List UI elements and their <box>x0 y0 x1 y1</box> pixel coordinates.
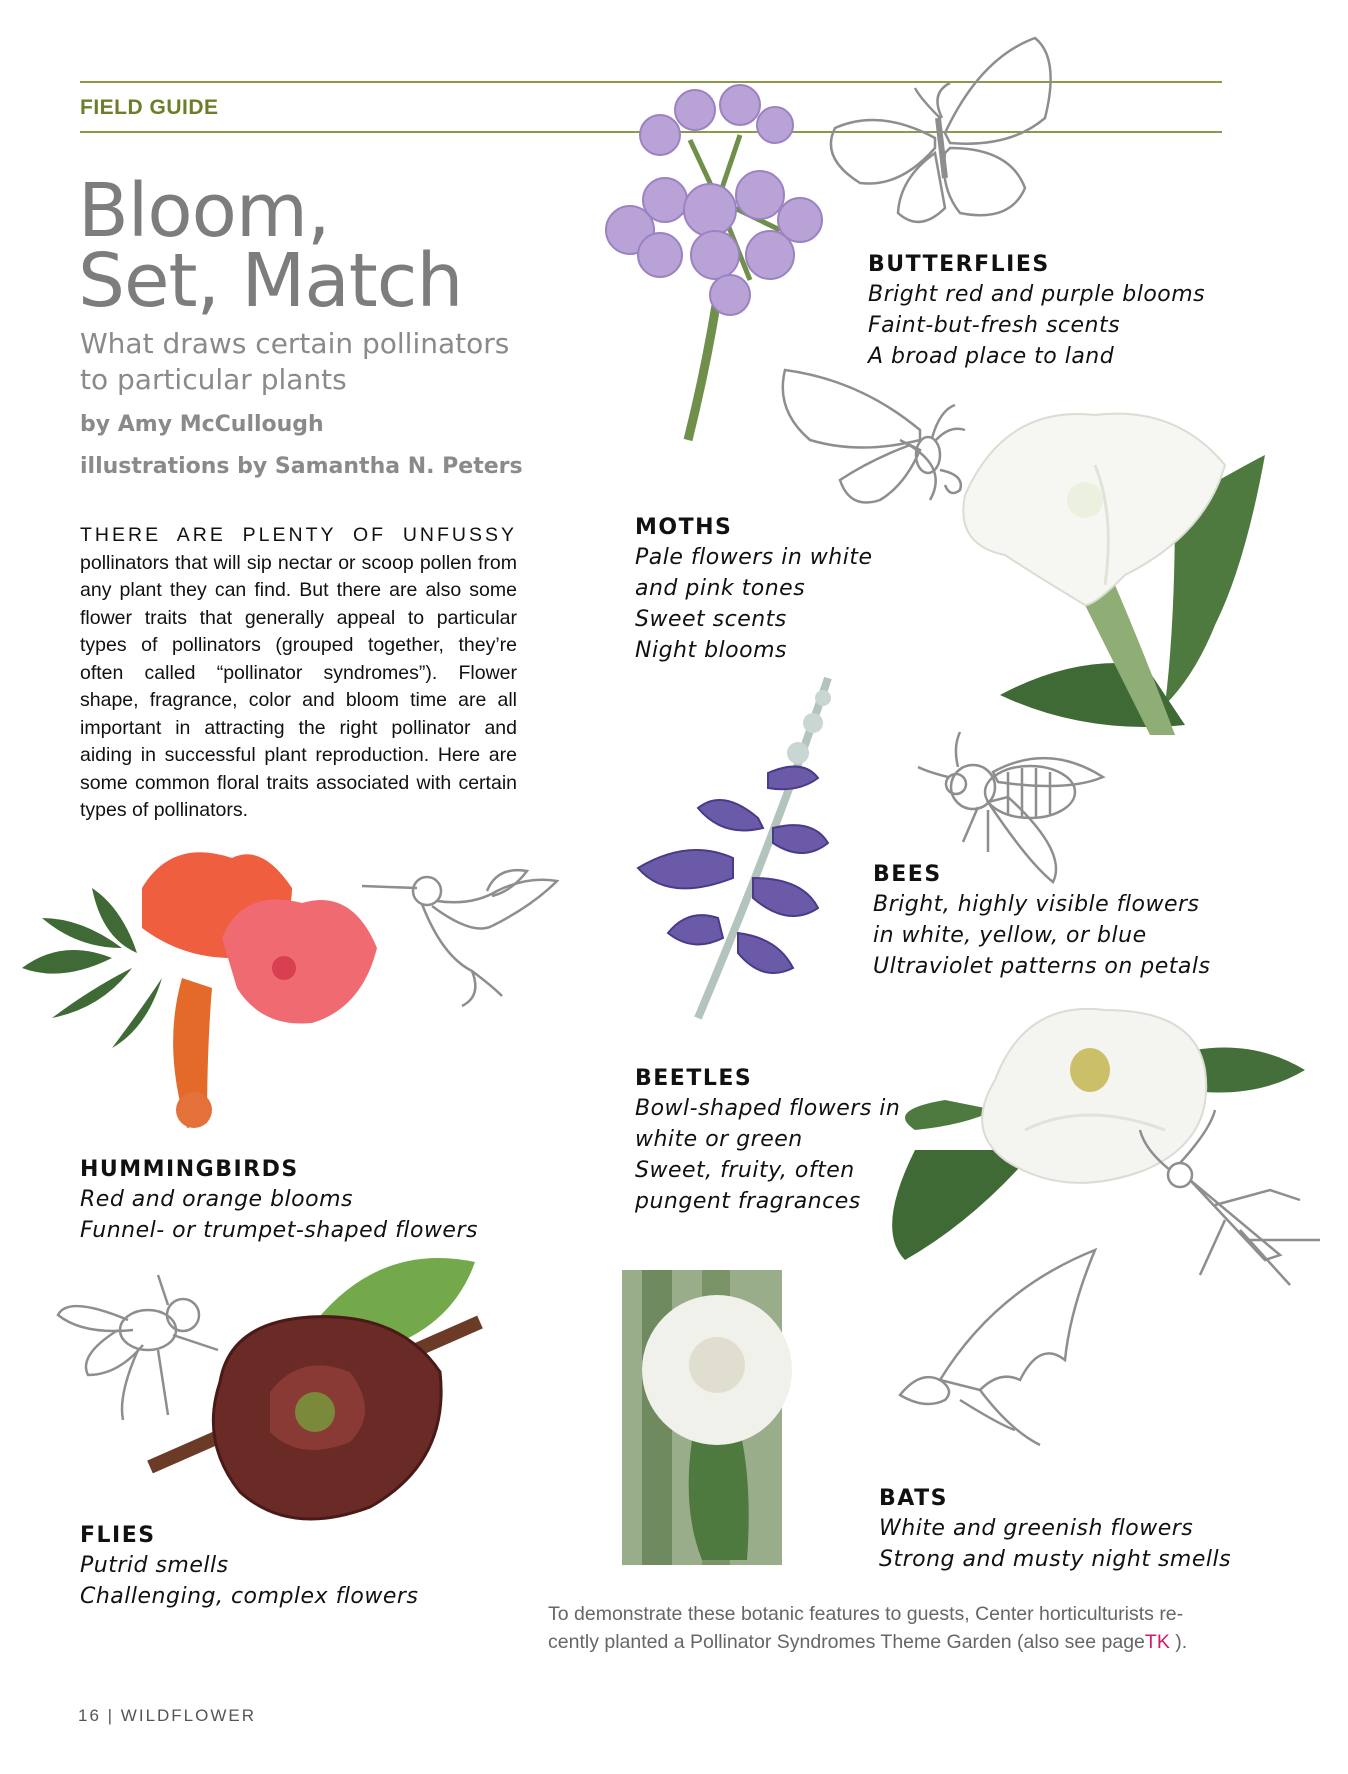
beetles-trait-2: white or green <box>635 1127 803 1152</box>
beetles-trait-3: Sweet, fruity, often <box>635 1158 855 1183</box>
moths-trait-1: Pale flowers in white <box>635 545 873 570</box>
bats-block <box>879 1486 1231 1575</box>
title-line-2: Set, Match <box>78 238 463 324</box>
beetles-heading: BEETLES <box>635 1066 753 1091</box>
caption-line-2-text: cently planted a Pollinator Syndromes Theme Garden (also see page <box>548 1631 1145 1653</box>
flies-trait-2: Challenging, complex flowers <box>80 1584 419 1609</box>
page-footer <box>78 1706 256 1726</box>
flies-block <box>80 1523 418 1612</box>
beetle-icon <box>1140 1110 1325 1285</box>
author-byline: by Amy McCullough <box>80 412 324 437</box>
trumpet-creeper-illustration <box>22 848 382 1138</box>
butterflies-trait-1: Bright red and purple blooms <box>868 282 1206 307</box>
caption-close: ). <box>1169 1631 1188 1653</box>
moths-trait-3: Sweet scents <box>635 607 787 632</box>
bees-trait-3: Ultraviolet patterns on petals <box>873 954 1211 979</box>
section-label: FIELD GUIDE <box>80 96 219 119</box>
caption-line-1: To demonstrate these botanic features to guests, Center horticulturists re- <box>548 1603 1184 1625</box>
butterflies-trait-3: A broad place to land <box>868 344 1115 369</box>
hummingbird-icon <box>362 866 557 1006</box>
butterflies-block <box>868 252 1205 372</box>
bats-trait-1: White and greenish flowers <box>879 1516 1194 1541</box>
moth-icon <box>770 370 970 525</box>
bees-heading: BEES <box>873 862 942 887</box>
bees-trait-1: Bright, highly visible flowers <box>873 892 1200 917</box>
beetles-trait-4: pungent fragrances <box>635 1189 861 1214</box>
flies-trait-1: Putrid smells <box>80 1553 229 1578</box>
body-text: pollinators that will sip nectar or scoop pollen from any plant they can find. But there are also some flower traits that generally appeal to particular types of pollinators (grouped together, they’re often called “pollinator syndromes”). Flower shape, fragrance, color and bloom time are all important in attracting the right pollinator and aiding in successful plant reproduction. Here are some common floral traits associated with certain types of pollinators. <box>80 551 517 821</box>
beetles-trait-1: Bowl-shaped flowers in <box>635 1096 901 1121</box>
hummingbirds-trait-1: Red and orange blooms <box>80 1187 353 1212</box>
salvia-illustration <box>628 678 858 1028</box>
flies-heading: FLIES <box>80 1523 156 1548</box>
butterfly-icon <box>820 38 1065 228</box>
title-line-1: Bloom, <box>78 168 330 254</box>
page-number: 16 <box>78 1706 101 1725</box>
hummingbirds-block <box>80 1157 478 1246</box>
publication-name: WILDFLOWER <box>120 1706 257 1725</box>
beetles-block <box>635 1066 900 1217</box>
moths-trait-2: and pink tones <box>635 576 806 601</box>
article-body <box>80 522 517 825</box>
bees-block <box>873 862 1210 982</box>
caption-line-2 <box>548 1628 1238 1656</box>
body-lead: THERE ARE PLENTY OF UNFUSSY <box>80 524 517 546</box>
moths-block <box>635 515 873 666</box>
butterflies-trait-2: Faint-but-fresh scents <box>868 313 1121 338</box>
hummingbirds-trait-2: Funnel- or trumpet-shaped flowers <box>80 1218 478 1243</box>
datura-illustration <box>945 405 1275 760</box>
cactus-illustration <box>622 1270 782 1565</box>
moths-heading: MOTHS <box>635 515 733 540</box>
butterflies-heading: BUTTERFLIES <box>868 252 1050 277</box>
hummingbirds-heading: HUMMINGBIRDS <box>80 1157 299 1182</box>
illustrator-byline: illustrations by Samantha N. Peters <box>80 454 523 479</box>
bat-icon <box>900 1250 1110 1450</box>
moths-trait-4: Night blooms <box>635 638 787 663</box>
garden-caption <box>548 1600 1238 1656</box>
footer-divider: | <box>107 1706 121 1725</box>
pawpaw-illustration <box>150 1262 480 1537</box>
bats-trait-2: Strong and musty night smells <box>879 1547 1232 1572</box>
article-title <box>78 168 463 324</box>
article-subtitle: What draws certain pollinators to particular plants <box>80 327 510 396</box>
caption-page-ref[interactable]: TK <box>1144 1631 1170 1653</box>
bees-trait-2: in white, yellow, or blue <box>873 923 1147 948</box>
bats-heading: BATS <box>879 1486 948 1511</box>
